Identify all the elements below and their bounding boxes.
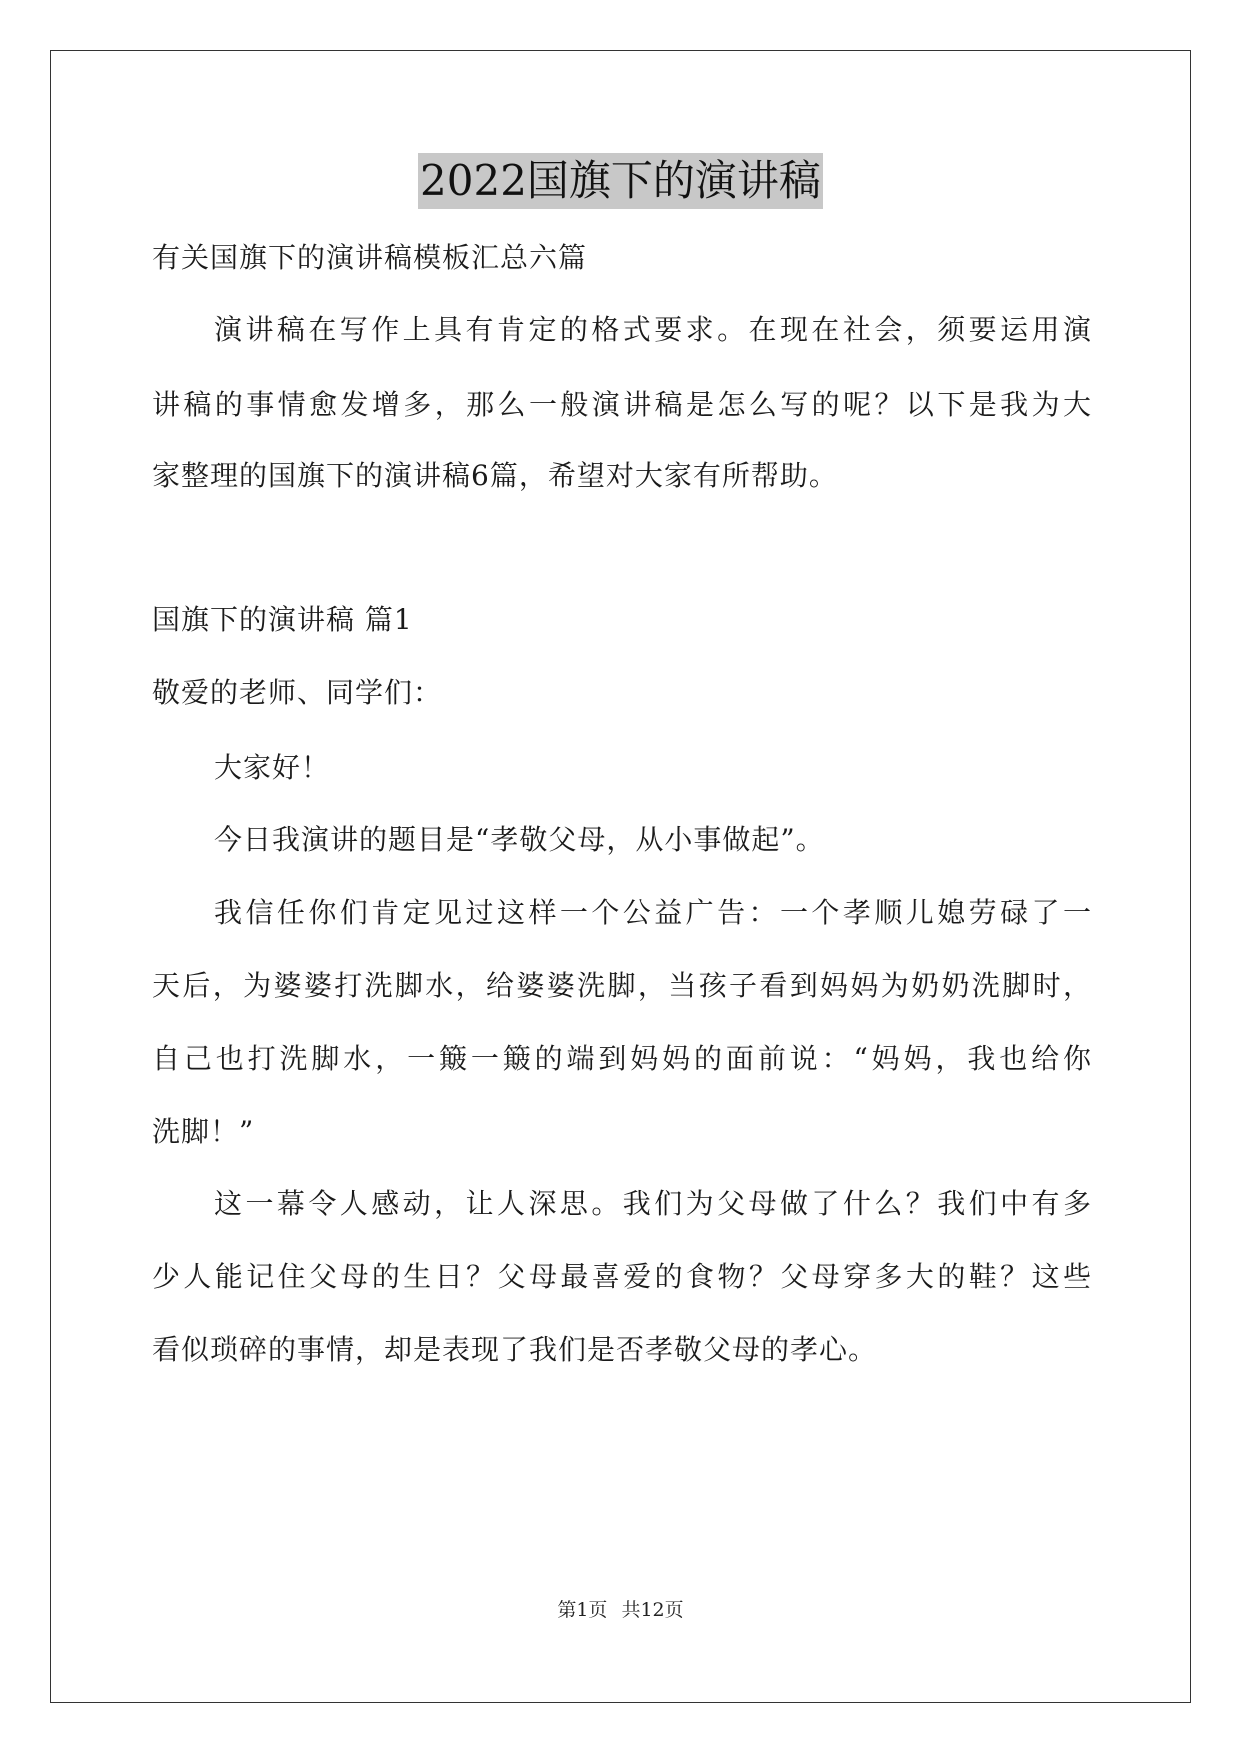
- paragraph-line: 这一幕令人感动，让人深思。我们为父母做了什么？我们中有多: [214, 1187, 1092, 1220]
- paragraph-line: 自己也打洗脚水，一簸一簸的端到妈妈的面前说：“妈妈，我也给你: [152, 1042, 1092, 1075]
- title-container: [0, 153, 1241, 209]
- page-total: 共12页: [621, 1599, 684, 1621]
- paragraph-line: 演讲稿在写作上具有肯定的格式要求。在现在社会，须要运用演: [214, 313, 1092, 346]
- document-title: 2022国旗下的演讲稿: [418, 153, 823, 209]
- paragraph-line: 洗脚！”: [152, 1115, 255, 1148]
- page-footer: [0, 1598, 1241, 1622]
- paragraph-line: 家整理的国旗下的演讲稿6篇，希望对大家有所帮助。: [152, 459, 838, 492]
- salutation-line: 敬爱的老师、同学们：: [152, 676, 443, 709]
- page-number: 第1页: [557, 1599, 608, 1621]
- greeting-line: 大家好！: [214, 751, 331, 784]
- paragraph-line: 看似琐碎的事情，却是表现了我们是否孝敬父母的孝心。: [152, 1333, 878, 1366]
- paragraph-line: 我信任你们肯定见过这样一个公益广告：一个孝顺儿媳劳碌了一: [214, 896, 1092, 929]
- paragraph-line: 天后，为婆婆打洗脚水，给婆婆洗脚，当孩子看到妈妈为奶奶洗脚时，: [152, 969, 1092, 1002]
- section-heading: 国旗下的演讲稿 篇1: [152, 603, 413, 636]
- subtitle-line: 有关国旗下的演讲稿模板汇总六篇: [152, 241, 588, 274]
- paragraph-line: 今日我演讲的题目是“孝敬父母，从小事做起”。: [214, 823, 825, 856]
- page-frame: [50, 50, 1191, 1703]
- paragraph-line: 讲稿的事情愈发增多，那么一般演讲稿是怎么写的呢？以下是我为大: [152, 388, 1092, 421]
- paragraph-line: 少人能记住父母的生日？父母最喜爱的食物？父母穿多大的鞋？这些: [152, 1260, 1092, 1293]
